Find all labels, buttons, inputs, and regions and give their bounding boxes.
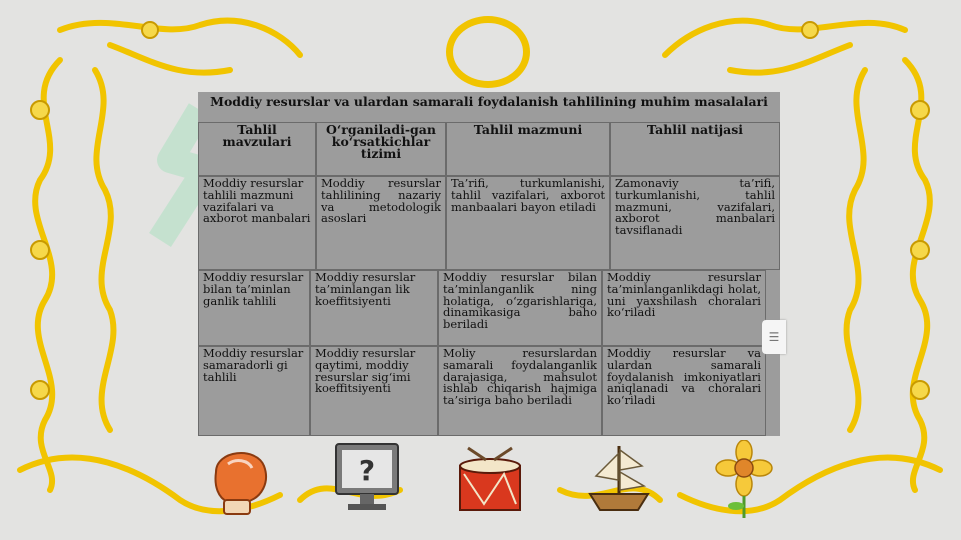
drum-icon	[454, 444, 526, 518]
table-cell-r1-c1: Moddiy resurslar tahlili mazmuni vazifalari va axborot manbalari	[198, 176, 316, 270]
table-cell-r3-c3: Moliy resurslardan samarali foydalanganlik darajasiga, mahsulot ishlab chiqarish hajmiga ta’siriga baho beriladi	[438, 346, 602, 436]
header-analysis-topics: Tahlil mavzulari	[198, 122, 316, 176]
header-analysis-content: Tahlil mazmuni	[446, 122, 610, 176]
flower-icon	[712, 440, 776, 520]
header-analysis-result: Tahlil natijasi	[610, 122, 780, 176]
table-cell-r2-c2: Moddiy resurslar ta’minlangan lik koeffitsiyenti	[310, 270, 438, 346]
top-ring-ornament	[446, 16, 530, 88]
table-cell-r3-c4: Moddiy resurslar va ulardan samarali foydalanish imkoniyatlari aniqlanadi va choralari ko‘riladi	[602, 346, 766, 436]
table-cell-r3-c1: Moddiy resurslar samaradorli gi tahlili	[198, 346, 310, 436]
resources-analysis-table	[198, 92, 780, 436]
side-panel-handle[interactable]	[762, 320, 786, 354]
table-cell-r2-c3: Moddiy resurslar bilan ta’minlanganlik ning holatiga, o‘zgarishlariga, dinamikasiga baho beriladi	[438, 270, 602, 346]
table-cell-r1-c3: Ta’rifi, turkumlanishi, tahlil vazifalari, axborot manbaalari bayon etiladi	[446, 176, 610, 270]
monitor-question-icon	[332, 440, 402, 516]
table-title: Moddiy resurslar va ulardan samarali foydalanish tahlilining muhim masalalari	[210, 94, 768, 109]
menu-lines-icon: ☰	[768, 330, 780, 344]
table-cell-r1-c4: Zamonaviy ta’rifi, turkumlanishi, tahlil mazmuni, vazifalari, axborot manbalari tavsiflanadi	[610, 176, 780, 270]
table-cell-r1-c2: Moddiy resurslar tahlilining nazariy va metodologik asoslari	[316, 176, 446, 270]
monitor-question-mark: ?	[358, 454, 376, 487]
boxing-glove-icon	[206, 442, 272, 518]
table-cell-r2-c4: Moddiy resurslar ta’minlanganlikdagi holat, uni yaxshilash choralari ko‘riladi	[602, 270, 766, 346]
header-indicator-system: O‘rganiladi-gan ko‘rsatkichlar tizimi	[316, 122, 446, 176]
table-cell-r2-c1: Moddiy resurslar bilan ta’minlan ganlik tahlili	[198, 270, 310, 346]
sailing-ship-icon	[584, 440, 654, 518]
table-cell-r3-c2: Moddiy resurslar qaytimi, moddiy resurslar sig‘imi koeffitsiyenti	[310, 346, 438, 436]
